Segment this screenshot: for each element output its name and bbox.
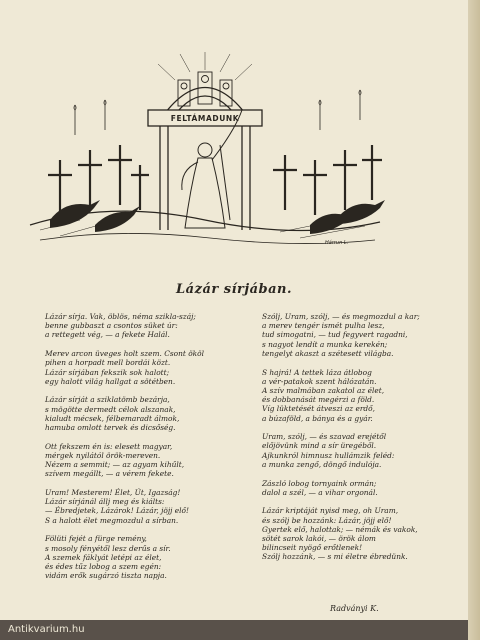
resurrection-illustration bbox=[20, 50, 390, 250]
stanza: S hajrá! A tettek láza átlobog a vér-patakok szent hálózatán. A szív malmában zakatol az élet, és dobbanását megérzi a föld. Víg lüktetését átveszi az erdő, a búzaföld, a bánya és a gyár. bbox=[262, 367, 385, 423]
artist-signature: Hárrun L. bbox=[325, 240, 349, 246]
stanza: Ott fekszem én is: elesett magyar, mérgek nyilától örök-mereven. Nézem a semmit; — az agyam kihűlt, szívem megállt, — a vérem fekete. bbox=[45, 441, 185, 479]
poem-left-column bbox=[45, 312, 250, 590]
stanza: Merev arcon üveges holt szem. Csont ököl pihen a horpadt mell bordái közt. Lázár sírjában fekszik sok halott; egy halott világ hallgat a sötétben. bbox=[45, 349, 204, 386]
stanza: Lázár kriptáját nyisd meg, oh Uram, és szólj be hozzánk: Lázár, jöjj elő! Gyertek elő, halottak; — némák és vakok, sötét sarok lakói, — örök álom bilincseit nyögő erőtlenek! Szólj hozzánk, — s mi életre ébredünk. bbox=[262, 506, 418, 562]
stanza: Fölüti fejét a fürge remény, s mosoly fényétől lesz derűs a sír. A szemek fáklyát letépi az élet, és édes tűz lobog a szem egén: vidám erők sugárzó tiszta napja. bbox=[45, 534, 171, 581]
page-edge bbox=[468, 0, 480, 640]
stanza: Zászló lobog tornyaink ormán; dalol a szél, — a vihar orgonál. bbox=[262, 478, 378, 497]
stanza: Lázár sírja. Vak, öblös, néma szikla-száj; benne gubbaszt a csontos süket úr: a rettegett vég, — a fekete Halál. bbox=[45, 312, 196, 340]
stanza: Szólj, Uram, szólj, — és megmozdul a kar; a merev tengér ismét pulha lesz, tud simogatni, — tud fegyvert ragadni, s nagyot lendít a munka kerekén; tengelyt akaszt a szétesett világba. bbox=[262, 312, 420, 358]
author-signature: Radványi K. bbox=[330, 604, 379, 613]
banner-text: FELTÁMADUNK bbox=[170, 114, 240, 123]
poem-right-column bbox=[262, 312, 467, 571]
watermark-bar bbox=[0, 620, 468, 640]
stanza: Uram! Mesterem! Élet, Út, Igazság! Lázár sírjánál állj meg és kiálts: — Ébredjetek, Lázárok! Lázár, jöjj elő! S a halott élet megmozdul a sírban. bbox=[45, 488, 189, 525]
stanza: Lázár sírját a sziklatömb bezárja, s mögötte dermedt célok alszanak, kialudt mécsek, félbemaradt álmok, hamuba omlott tervek és dicsőség. bbox=[45, 395, 180, 433]
poem-title: Lázár sírjában. bbox=[176, 282, 292, 297]
watermark-text: Antikvarium.hu bbox=[8, 624, 85, 635]
stanza: Uram, szólj, — és szavad erejétől előjövünk mind a sír üregéből. Ajkunkról himnusz hullámzik feléd: a munka zengő, döngő indulója. bbox=[262, 432, 395, 469]
